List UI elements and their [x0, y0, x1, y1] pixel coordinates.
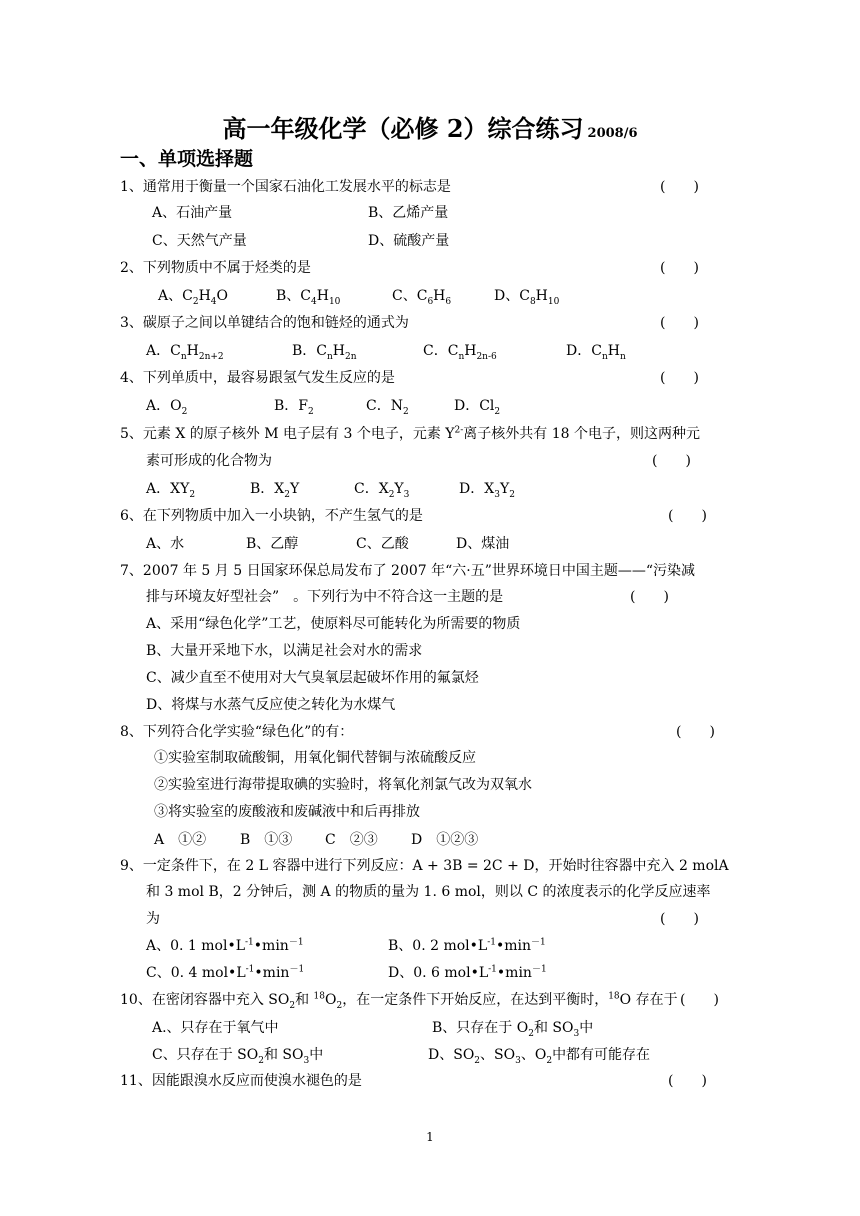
question-10-answer-blank: ( )	[680, 992, 719, 1008]
question-9-stem-line-2: 和 3 mol B，2 分钟后，测 A 的物质的量为 1. 6 mol，则以 C 的浓度表示的化学反应速率	[146, 884, 711, 900]
question-5-option-d: D．$X_3Y_2$	[459, 481, 515, 500]
question-8-option-b: B ①③	[240, 832, 293, 848]
question-4-option-d: D．$Cl_2$	[454, 398, 501, 417]
question-6-option-a: A、水	[146, 536, 185, 552]
question-8-option-c: C ②③	[325, 832, 378, 848]
question-8-option-d: D ①②③	[411, 832, 479, 848]
question-10-option-d: D、$SO_2$、$SO_3$、$O_2$中都有可能存在	[428, 1047, 651, 1066]
question-7-option-d: D、将煤与水蒸气反应使之转化为水煤气	[146, 697, 396, 713]
question-1-option-a: A、石油产量	[152, 205, 233, 221]
question-2-option-c: C、$C_6H_6$	[392, 288, 452, 307]
question-8-item-2: ②实验室进行海带提取碘的实验时，将氧化剂氯气改为双氧水	[154, 777, 532, 793]
question-7-stem-line-2: 排与环境友好型社会” 。下列行为中不符合这一主题的是	[146, 589, 504, 605]
question-1-option-c: C、天然气产量	[152, 233, 247, 249]
question-3-answer-blank: ( )	[660, 315, 699, 331]
question-2-answer-blank: ( )	[660, 260, 699, 276]
question-8-item-1: ①实验室制取硫酸铜，用氧化铜代替铜与浓硫酸反应	[154, 750, 476, 766]
question-6-option-b: B、乙醇	[246, 536, 299, 552]
question-3-option-b: B．$C_nH_{2n}$	[292, 343, 357, 362]
question-5-stem-line-1: 5、元素 X 的原子核外 M 电子层有 3 个电子，元素 $Y^{2-}$离子核外共有 18 个电子，则这两种元	[120, 425, 701, 442]
question-7-option-b: B、大量开采地下水，以满足社会对水的需求	[146, 643, 423, 659]
question-2-stem: 2、下列物质中不属于烃类的是	[120, 260, 311, 276]
question-6-option-d: D、煤油	[456, 536, 510, 552]
question-11-stem: 11、因能跟溴水反应而使溴水褪色的是	[120, 1073, 362, 1089]
question-5-option-c: C．$X_2Y_3$	[354, 481, 410, 500]
question-9-option-d: D、0. 6 $mol•L^{-1}•\min^{-1}$	[388, 964, 547, 981]
question-1-answer-blank: ( )	[660, 179, 699, 195]
question-4-option-c: C．$N_2$	[366, 398, 409, 417]
question-1-option-b: B、乙烯产量	[368, 205, 449, 221]
title-text: 高一年级化学（必修 2）综合练习	[222, 114, 584, 143]
question-7-option-a: A、采用“绿色化学”工艺，使原料尽可能转化为所需要的物质	[146, 616, 521, 632]
question-9-answer-blank: ( )	[660, 911, 699, 927]
question-4-option-a: A．$O_2$	[146, 398, 188, 417]
question-7-answer-blank: ( )	[630, 589, 669, 605]
question-10-stem: 10、在密闭容器中充入 $SO_2$和 $^{18}O_2$，在一定条件下开始反应，在达到平衡时，$^{18}$O 存在于	[120, 991, 678, 1011]
question-8-option-a: A ①②	[154, 832, 207, 848]
question-6-answer-blank: ( )	[668, 508, 707, 524]
question-9-stem-line-1: 9、一定条件下，在 2 L 容器中进行下列反应：A + 3B = 2C + D，开始时往容器中充入 2 molA	[120, 858, 729, 874]
question-8-item-3: ③将实验室的废酸液和废碱液中和后再排放	[154, 804, 420, 820]
question-9-option-c: C、0. 4 $mol•L^{-1}•\min^{-1}$	[146, 964, 305, 981]
question-2-option-b: B、$C_4H_{10}$	[276, 288, 341, 307]
question-10-option-a: A.、只存在于氧气中	[152, 1020, 279, 1036]
question-11-answer-blank: ( )	[668, 1073, 707, 1089]
question-3-option-d: D．$C_nH_n$	[566, 343, 626, 362]
question-1-option-d: D、硫酸产量	[368, 233, 450, 249]
question-5-answer-blank: ( )	[652, 453, 691, 469]
question-8-stem: 8、下列符合化学实验“绿色化”的有：	[120, 724, 354, 740]
title-date: 2008/6	[587, 126, 638, 141]
question-3-option-a: A．$C_nH_{2n+2}$	[146, 343, 224, 362]
question-3-stem: 3、碳原子之间以单键结合的饱和链烃的通式为	[120, 315, 409, 331]
question-4-option-b: B．$F_2$	[274, 398, 314, 417]
page-number: 1	[426, 1130, 434, 1144]
section-heading: 一、单项选择题	[120, 148, 254, 170]
question-10-option-c: C、只存在于 $SO_2$和 $SO_3$中	[152, 1047, 324, 1066]
question-5-option-a: A．$XY_2$	[146, 481, 196, 500]
question-6-option-c: C、乙酸	[356, 536, 409, 552]
question-7-option-c: C、减少直至不使用对大气臭氧层起破坏作用的氟氯烃	[146, 670, 479, 686]
question-9-option-a: A、0. 1 $mol•L^{-1}•\min^{-1}$	[146, 937, 304, 954]
question-2-option-a: A、$C_2H_4O$	[158, 288, 228, 307]
question-4-answer-blank: ( )	[660, 370, 699, 386]
question-9-stem-line-3: 为	[146, 911, 160, 927]
question-5-option-b: B．$X_2Y$	[250, 481, 300, 500]
question-4-stem: 4、下列单质中，最容易跟氢气发生反应的是	[120, 370, 395, 386]
question-10-option-b: B、只存在于 $O_2$和 $SO_3$中	[432, 1020, 594, 1039]
question-6-stem: 6、在下列物质中加入一小块钠，不产生氢气的是	[120, 508, 423, 524]
question-3-option-c: C．$C_nH_{2n-6}$	[423, 343, 497, 362]
question-7-stem-line-1: 7、2007 年 5 月 5 日国家环保总局发布了 2007 年“六·五”世界环境日中国主题——“污染减	[120, 563, 696, 579]
question-8-answer-blank: ( )	[676, 724, 715, 740]
question-2-option-d: D、$C_8H_{10}$	[494, 288, 560, 307]
question-9-option-b: B、0. 2 $mol•L^{-1}•\min^{-1}$	[388, 937, 546, 954]
question-5-stem-line-2: 素可形成的化合物为	[146, 453, 272, 469]
question-1-stem: 1、通常用于衡量一个国家石油化工发展水平的标志是	[120, 179, 451, 195]
